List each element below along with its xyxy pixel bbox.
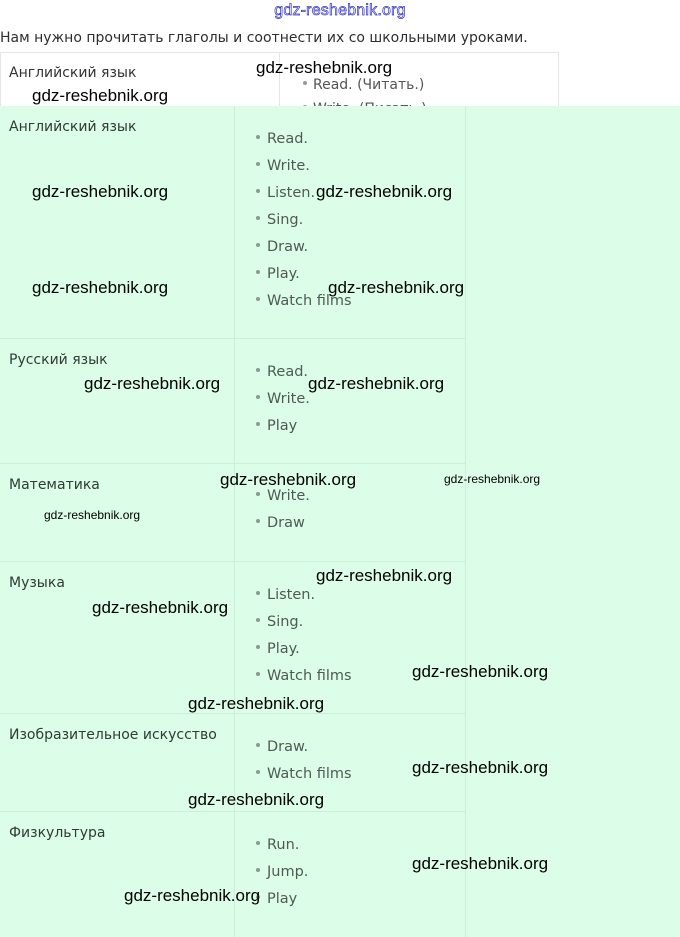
table-row <box>0 339 466 464</box>
site-brand-link[interactable]: gdz-reshebnik.org <box>274 2 406 19</box>
watermark: gdz-reshebnik.org <box>32 278 169 297</box>
column-divider <box>234 339 235 463</box>
verb-item: Sing. <box>256 212 303 228</box>
watermark: gdz-reshebnik.org <box>308 374 445 393</box>
watermark: gdz-reshebnik.org <box>220 470 357 489</box>
watermark: gdz-reshebnik.org <box>316 566 453 585</box>
watermark: gdz-reshebnik.org <box>256 58 393 77</box>
verb-item: Draw <box>256 515 305 531</box>
site-header <box>0 0 680 28</box>
watermark: gdz-reshebnik.org <box>412 662 549 681</box>
table-row <box>0 812 466 937</box>
verb-item: Jump. <box>256 864 308 880</box>
verb-item: Watch films <box>256 668 352 684</box>
background-subject: Английский язык <box>9 65 137 81</box>
verb-item: Listen. <box>256 587 315 603</box>
table-row <box>0 106 466 339</box>
subject-cell: Физкультура <box>9 825 106 841</box>
verb-item: Write. <box>256 488 310 504</box>
watermark: gdz-reshebnik.org <box>124 886 261 905</box>
watermark: gdz-reshebnik.org <box>328 278 465 297</box>
verb-item: Play <box>256 418 297 434</box>
watermark: gdz-reshebnik.org <box>188 790 325 809</box>
verb-item: Read. <box>256 131 308 147</box>
verb-item: Listen. <box>256 185 315 201</box>
verb-item: Play <box>256 891 297 907</box>
watermark: gdz-reshebnik.org <box>84 374 221 393</box>
watermark: gdz-reshebnik.org <box>92 598 229 617</box>
subject-cell: Английский язык <box>9 119 137 135</box>
verb-item: Play. <box>256 266 300 282</box>
watermark: gdz-reshebnik.org <box>412 758 549 777</box>
subject-cell: Изобразительное искусство <box>9 727 217 743</box>
verb-item: Watch films <box>256 293 352 309</box>
watermark: gdz-reshebnik.org <box>44 508 141 522</box>
column-divider <box>234 812 235 937</box>
watermark: gdz-reshebnik.org <box>412 854 549 873</box>
watermark: gdz-reshebnik.org <box>188 694 325 713</box>
watermark: gdz-reshebnik.org <box>444 472 541 486</box>
verb-item: Draw. <box>256 239 308 255</box>
watermark: gdz-reshebnik.org <box>32 182 169 201</box>
subject-cell: Математика <box>9 477 100 493</box>
verb-item: Write. <box>256 158 310 174</box>
verb-item: Sing. <box>256 614 303 630</box>
column-divider <box>234 106 235 338</box>
background-verb: Read. (Читать.) <box>303 77 424 93</box>
verb-item: Write. <box>256 391 310 407</box>
verb-item: Read. <box>256 364 308 380</box>
watermark: gdz-reshebnik.org <box>32 86 169 105</box>
verb-item: Run. <box>256 837 299 853</box>
subject-cell: Музыка <box>9 575 65 591</box>
verb-item: Draw. <box>256 739 308 755</box>
column-divider <box>234 562 235 713</box>
watermark: gdz-reshebnik.org <box>316 182 453 201</box>
verb-item: Play. <box>256 641 300 657</box>
subject-cell: Русский язык <box>9 352 108 368</box>
verb-item: Watch films <box>256 766 352 782</box>
intro-text: Нам нужно прочитать глаголы и соотнести их со школьными уроками. <box>0 30 528 46</box>
